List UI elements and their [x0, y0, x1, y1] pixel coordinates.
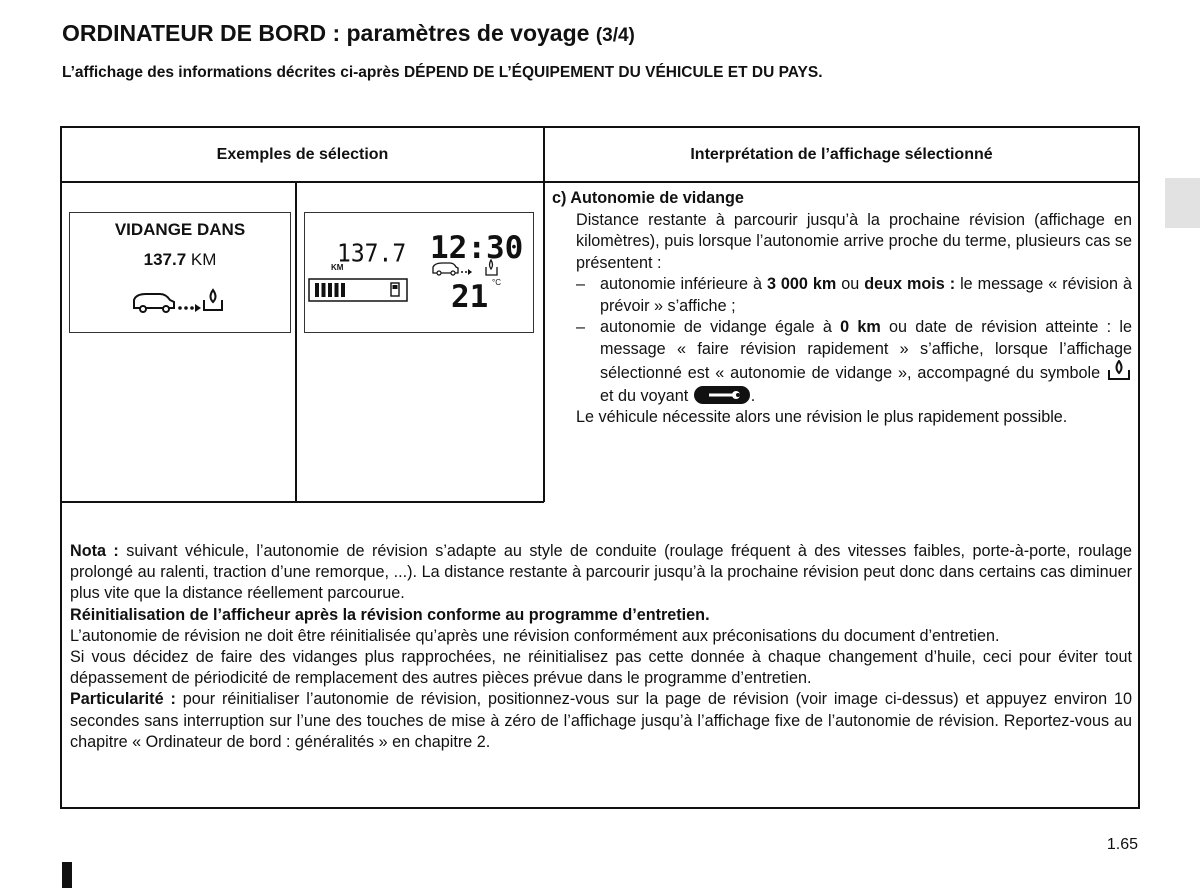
selection-table: [60, 126, 1140, 809]
particularity-paragraph: Particularité : pour réinitialiser l’autonomie de révision, positionnez-vous sur la page de révision (voir image ci-dessus) et appuyez environ 10 secondes sans interruption sur l’une des touches de mise à zéro de l’affichage jusqu’à l’affichage fixe de l’autonomie de révision. Reportez-vous au chapitre « Ordinateur de bord : généralités » en chapitre 2.: [70, 690, 1132, 751]
nota-paragraph: Nota : suivant véhicule, l’autonomie de révision s’adapte au style de conduite (roulage fréquent à des vitesses faibles, porte-à-porte, roulage prolongé au ralenti, traction d’une remorque, ...). La distance restante à parcourir jusqu’à la prochaine révision peut donc dans certains cas diminuer plus vite que la distance réellement parcourue.: [70, 542, 1132, 603]
oil-service-icon: [1106, 360, 1132, 382]
cluster-odometer: 137.7: [337, 238, 407, 268]
fuel-gauge-segment: [322, 283, 326, 297]
title-main: ORDINATEUR DE BORD : paramètres de voyage: [62, 20, 590, 46]
page-subtitle: L’affichage des informations décrites ci-après DÉPEND DE L’ÉQUIPEMENT DU VÉHICULE ET DU PAYS.: [62, 64, 823, 81]
interpretation-outro: Le véhicule nécessite alors une révision le plus rapidement possible.: [576, 408, 1068, 426]
reset-paragraph-1: L’autonomie de révision ne doit être réinitialisée qu’après une révision conformément aux préconisations du document d’entretien.: [70, 626, 1000, 645]
chapter-side-tab: [1165, 178, 1200, 228]
column-header-interpretation: Interprétation de l’affichage sélectionné: [690, 146, 993, 163]
notes-section: [70, 541, 1132, 753]
table-header-divider: [62, 181, 1138, 183]
table-example-divider: [295, 181, 297, 502]
list-item: – autonomie de vidange égale à 0 km ou date de révision atteinte : le message « faire révision rapidement » s’affiche, lorsque l’affichage sélectionné est « autonomie de vidange », accompagné du symbole et du voyant .: [576, 318, 1132, 405]
interpretation-text: [552, 188, 1132, 429]
reset-paragraph-2: Si vous décidez de faire des vidanges plus rapprochées, ne réinitialisez pas cette donnée à chaque changement d’huile, ceci pour éviter tout dépassement de périodicité de remplacement des autres pièces prévue dans le programme d’entretien.: [70, 648, 1132, 688]
interpretation-heading: c) Autonomie de vidange: [552, 189, 744, 207]
wrench-warning-light-icon: [693, 385, 751, 405]
fuel-gauge-level: [315, 283, 345, 297]
mfd-line1: VIDANGE DANS: [114, 220, 246, 239]
interpretation-intro: Distance restante à parcourir jusqu’à la prochaine révision (affichage en kilomètres), puis lorsque l’autonomie arrive proche du terme, plusieurs cas se présentent :: [576, 210, 1132, 272]
cluster-lcd: [305, 213, 532, 331]
cluster-temperature-unit: °C: [492, 278, 501, 287]
page-title: [62, 20, 635, 47]
column-header-examples: Exemples de sélection: [216, 146, 389, 163]
fuel-gauge-segment: [328, 283, 332, 297]
table-column-divider: [543, 128, 545, 502]
corner-mark: [62, 862, 72, 888]
fuel-gauge-segment: [335, 283, 339, 297]
cluster-clock: 12:30: [430, 230, 524, 266]
page-number: 1.65: [1106, 836, 1138, 853]
mfd-distance-value: 137.7: [143, 250, 187, 269]
reset-heading: Réinitialisation de l’afficheur après la révision conforme au programme d’entretien.: [70, 605, 710, 624]
fuel-gauge-segment: [341, 283, 345, 297]
cluster-odometer-unit: KM: [331, 263, 344, 272]
cluster-display-example: [304, 212, 534, 333]
mfd-distance-unit: KM: [190, 250, 217, 269]
table-example-bottom: [62, 501, 544, 503]
fuel-gauge-segment: [315, 283, 319, 297]
fuel-pump-icon: [391, 283, 399, 296]
mfd-distance: [70, 250, 290, 270]
cluster-temperature: 21: [451, 279, 489, 315]
car-to-oil-service-icon: [132, 286, 226, 316]
title-paging: (3/4): [595, 25, 635, 46]
list-item: – autonomie inférieure à 3 000 km ou deux mois : le message « révision à prévoir » s’affiche ;: [576, 275, 1132, 315]
mfd-display-example: [69, 212, 291, 333]
